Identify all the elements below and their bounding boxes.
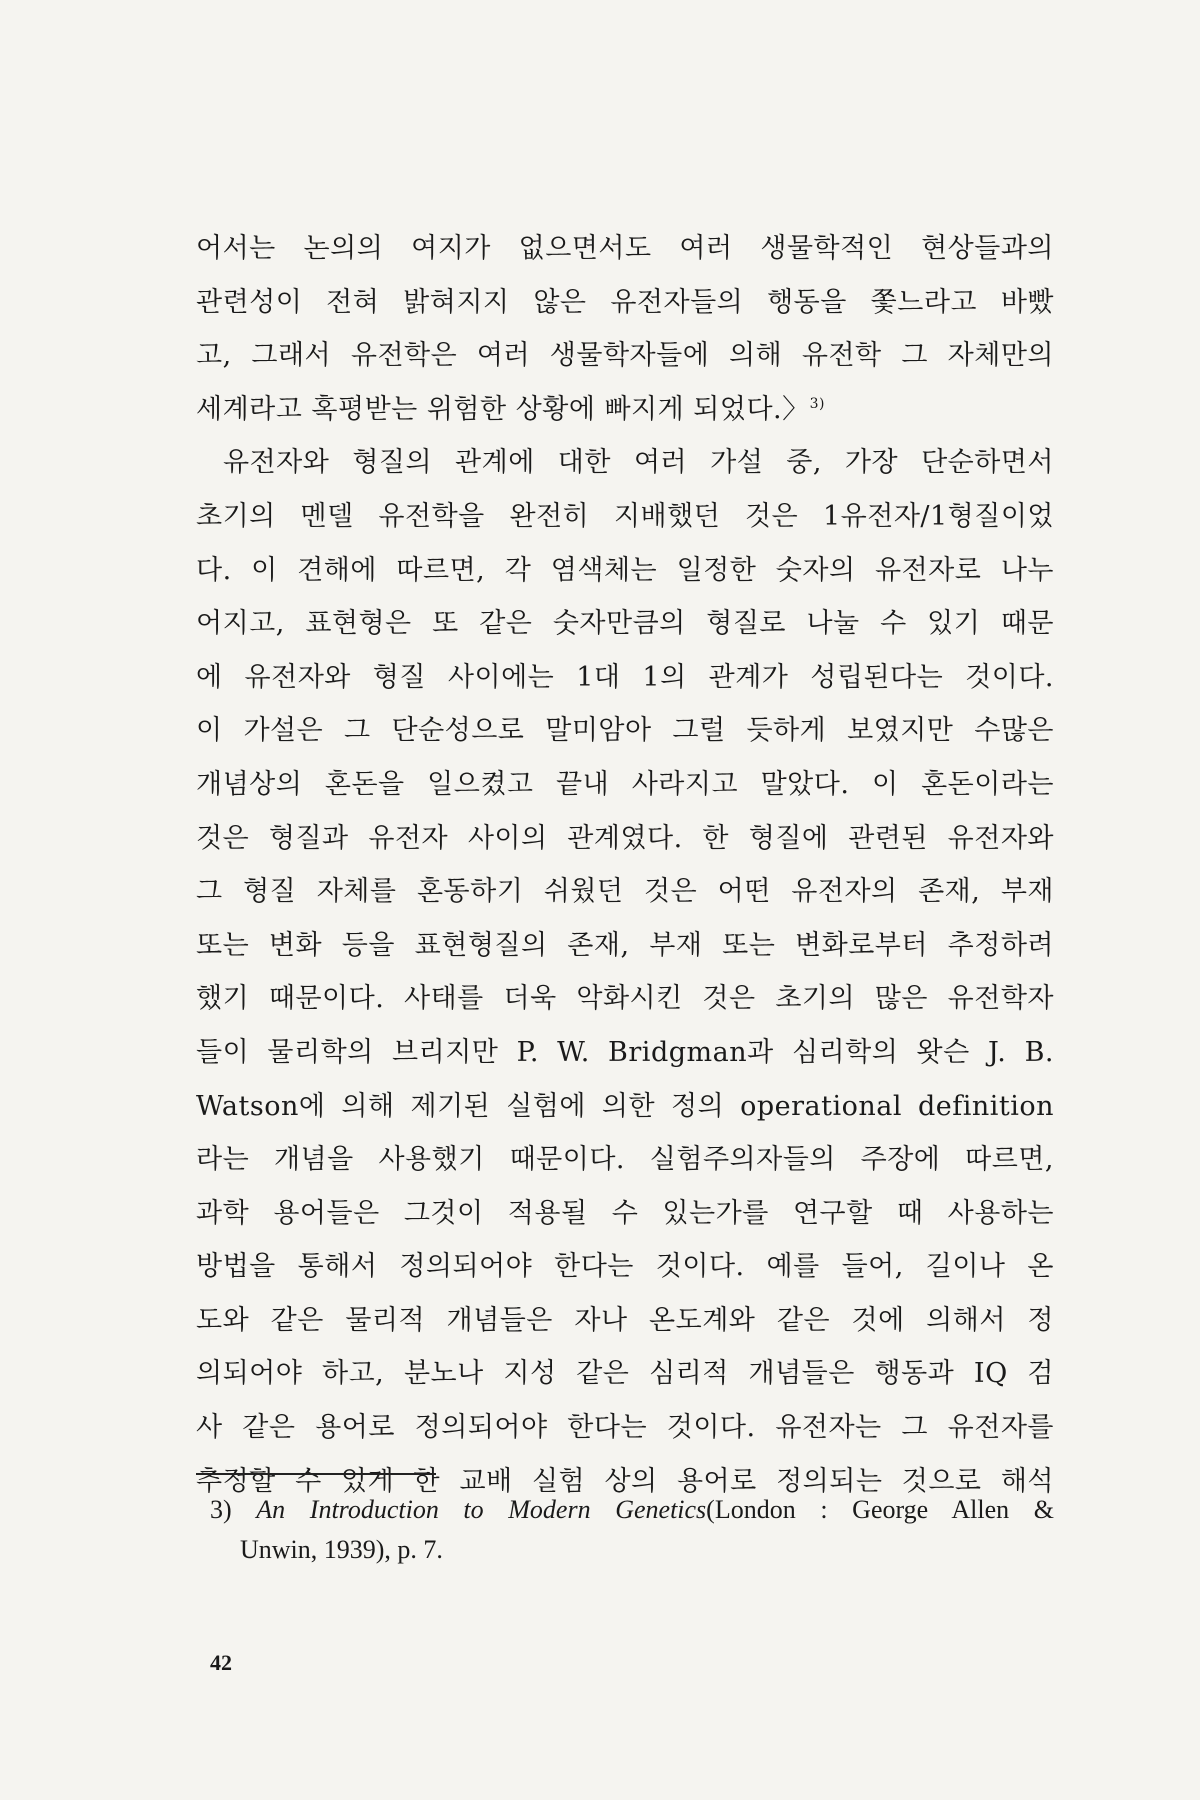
footnote-title: An Introduction to Modern Genetics	[256, 1495, 707, 1524]
text-line: 들이 물리학의 브리지만 P. W. Bridgman과 심리학의 왓슨 J. B.	[196, 1036, 1054, 1068]
text-line: 관련성이 전혀 밝혀지지 않은 유전자들의 행동을 쫓느라고 바빴	[196, 286, 1054, 318]
text-line: 라는 개념을 사용했기 때문이다. 실험주의자들의 주장에 따르면,	[196, 1144, 1054, 1176]
footnote-publication: (London : George Allen &	[706, 1495, 1054, 1524]
page-number: 42	[210, 1650, 232, 1675]
text-line: 했기 때문이다. 사태를 더욱 악화시킨 것은 초기의 많은 유전학자	[196, 983, 1054, 1015]
text-line: 의되어야 하고, 분노나 지성 같은 심리적 개념들은 행동과 IQ 검	[196, 1358, 1054, 1390]
text-line: 고, 그래서 유전학은 여러 생물학자들에 의해 유전학 그 자체만의	[196, 340, 1054, 372]
footnote	[210, 1490, 1054, 1570]
text-line: 사 같은 용어로 정의되어야 한다는 것이다. 유전자는 그 유전자를	[196, 1412, 1054, 1444]
text-line: 에 유전자와 형질 사이에는 1대 1의 관계가 성립된다는 것이다.	[196, 661, 1054, 693]
text-line: 어지고, 표현형은 또 같은 숫자만큼의 형질로 나눌 수 있기 때문	[196, 608, 1054, 640]
footnote-reference: 3)	[809, 395, 826, 412]
text-line: 개념상의 혼돈을 일으켰고 끝내 사라지고 말았다. 이 혼돈이라는	[196, 768, 1054, 800]
footnote-line: Unwin, 1939), p. 7.	[240, 1535, 443, 1564]
text-line: 것은 형질과 유전자 사이의 관계였다. 한 형질에 관련된 유전자와	[196, 822, 1054, 854]
body-text	[196, 222, 1054, 1508]
footnote-number: 3)	[210, 1495, 232, 1524]
text-line: 방법을 통해서 정의되어야 한다는 것이다. 예를 들어, 길이나 온	[196, 1251, 1054, 1283]
text-line: 그 형질 자체를 혼동하기 쉬웠던 것은 어떤 유전자의 존재, 부재	[196, 876, 1054, 908]
text-line: 또는 변화 등을 표현형질의 존재, 부재 또는 변화로부터 추정하려	[196, 929, 1054, 961]
text-line: 이 가설은 그 단순성으로 말미암아 그럴 듯하게 보였지만 수많은	[196, 715, 1054, 747]
footnote-line	[210, 1490, 1054, 1530]
footnote-divider	[196, 1473, 436, 1475]
text-line: 과학 용어들은 그것이 적용될 수 있는가를 연구할 때 사용하는	[196, 1197, 1054, 1229]
text-line	[196, 383, 1054, 437]
closing-mark: 〉	[782, 393, 810, 425]
text-line: 다. 이 견해에 따르면, 각 염색체는 일정한 숫자의 유전자로 나누	[196, 554, 1054, 586]
text-line: 도와 같은 물리적 개념들은 자나 온도계와 같은 것에 의해서 정	[196, 1304, 1054, 1336]
text-line: 어서는 논의의 여지가 없으면서도 여러 생물학적인 현상들과의	[196, 233, 1054, 264]
text-line: 추정할 수 있게 한 교배 실험 상의 용어로 정의되는 것으로 해석	[196, 1465, 1054, 1497]
text-line: 초기의 멘델 유전학을 완전히 지배했던 것은 1유전자/1형질이었	[196, 500, 1054, 532]
text-line: Watson에 의해 제기된 실험에 의한 정의 operational definition	[196, 1090, 1054, 1122]
paragraph-start-line: 유전자와 형질의 관계에 대한 여러 가설 중, 가장 단순하면서	[223, 447, 1054, 479]
text-line-content: 세계라고 혹평받는 위험한 상황에 빠지게 되었다.	[196, 393, 783, 425]
